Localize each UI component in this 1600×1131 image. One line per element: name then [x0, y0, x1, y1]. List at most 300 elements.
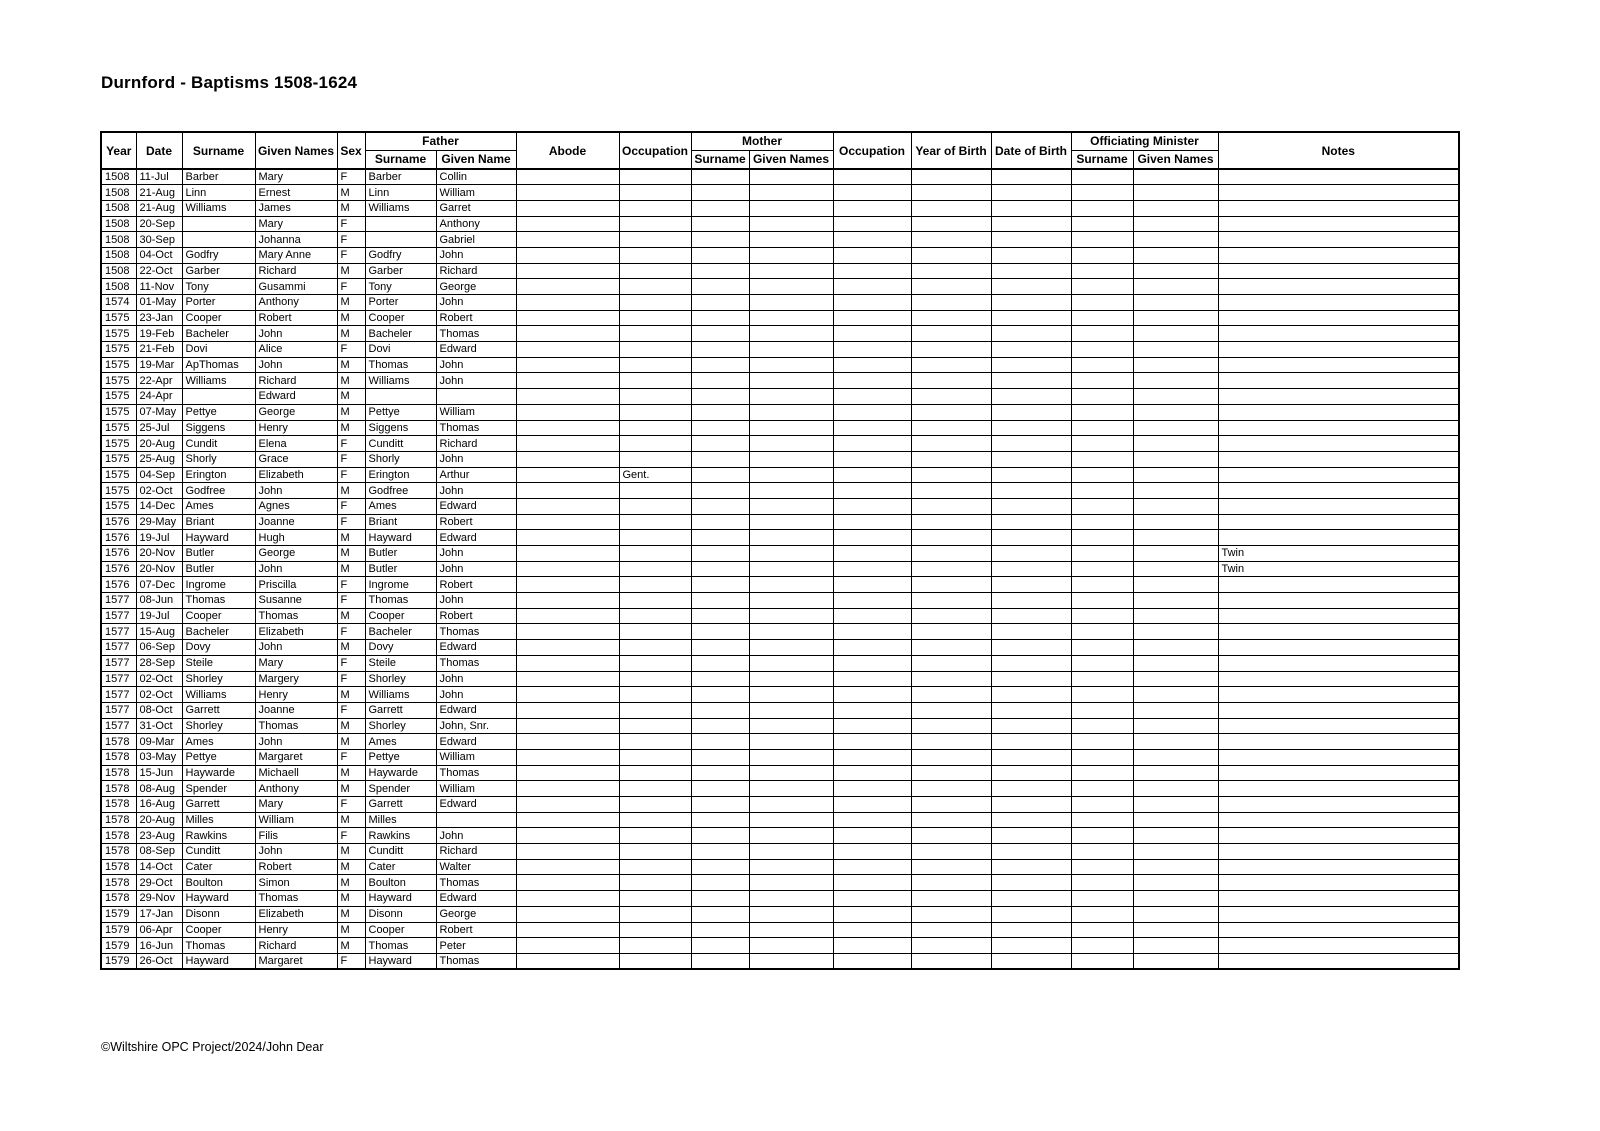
cell-mother_given_names: [749, 577, 833, 593]
cell-abode: [516, 577, 619, 593]
cell-notes: [1218, 357, 1459, 373]
cell-abode: [516, 279, 619, 295]
cell-mother_surname: [691, 828, 749, 844]
cell-occupation: [619, 561, 691, 577]
cell-year: 1578: [101, 844, 136, 860]
cell-mother_given_names: [749, 640, 833, 656]
cell-father_given_name: Edward: [436, 797, 516, 813]
cell-date_of_birth: [991, 216, 1071, 232]
cell-notes: [1218, 263, 1459, 279]
cell-father_given_name: Robert: [436, 514, 516, 530]
cell-minister_surname: [1071, 640, 1133, 656]
cell-father_surname: [365, 389, 436, 405]
cell-minister_given_names: [1133, 655, 1218, 671]
cell-abode: [516, 310, 619, 326]
cell-year: 1578: [101, 812, 136, 828]
cell-given_names: Margery: [255, 671, 337, 687]
cell-abode: [516, 420, 619, 436]
cell-minister_surname: [1071, 232, 1133, 248]
cell-notes: [1218, 812, 1459, 828]
cell-year: 1577: [101, 608, 136, 624]
cell-date: 11-Nov: [136, 279, 182, 295]
cell-mother_occupation: [833, 718, 911, 734]
cell-given_names: John: [255, 844, 337, 860]
cell-mother_surname: [691, 483, 749, 499]
cell-mother_given_names: [749, 561, 833, 577]
cell-mother_given_names: [749, 498, 833, 514]
cell-occupation: [619, 436, 691, 452]
cell-sex: M: [337, 734, 365, 750]
cell-mother_surname: [691, 373, 749, 389]
cell-date_of_birth: [991, 279, 1071, 295]
cell-year: 1578: [101, 734, 136, 750]
cell-date_of_birth: [991, 200, 1071, 216]
cell-abode: [516, 797, 619, 813]
cell-minister_surname: [1071, 749, 1133, 765]
cell-year_of_birth: [911, 875, 991, 891]
cell-year: 1575: [101, 357, 136, 373]
cell-minister_surname: [1071, 169, 1133, 185]
cell-year: 1508: [101, 185, 136, 201]
cell-minister_given_names: [1133, 200, 1218, 216]
cell-occupation: Gent.: [619, 467, 691, 483]
cell-minister_surname: [1071, 530, 1133, 546]
cell-mother_occupation: [833, 279, 911, 295]
cell-notes: [1218, 765, 1459, 781]
cell-given_names: William: [255, 812, 337, 828]
cell-minister_surname: [1071, 561, 1133, 577]
cell-surname: Bacheler: [182, 624, 255, 640]
cell-year: 1577: [101, 687, 136, 703]
cell-minister_given_names: [1133, 875, 1218, 891]
cell-date: 03-May: [136, 749, 182, 765]
col-header-mother-surname: Surname: [691, 150, 749, 169]
cell-date_of_birth: [991, 373, 1071, 389]
cell-surname: Butler: [182, 561, 255, 577]
cell-minister_given_names: [1133, 498, 1218, 514]
cell-occupation: [619, 498, 691, 514]
cell-father_surname: Porter: [365, 295, 436, 311]
cell-minister_surname: [1071, 624, 1133, 640]
cell-given_names: Mary: [255, 169, 337, 185]
cell-year_of_birth: [911, 561, 991, 577]
cell-given_names: Michaell: [255, 765, 337, 781]
cell-mother_given_names: [749, 859, 833, 875]
cell-given_names: Mary: [255, 797, 337, 813]
cell-sex: M: [337, 263, 365, 279]
cell-given_names: Gusammi: [255, 279, 337, 295]
cell-minister_surname: [1071, 953, 1133, 969]
cell-notes: [1218, 420, 1459, 436]
cell-abode: [516, 404, 619, 420]
cell-father_surname: Tony: [365, 279, 436, 295]
cell-abode: [516, 844, 619, 860]
cell-year_of_birth: [911, 608, 991, 624]
cell-minister_surname: [1071, 436, 1133, 452]
cell-year_of_birth: [911, 640, 991, 656]
cell-year: 1575: [101, 310, 136, 326]
cell-date: 01-May: [136, 295, 182, 311]
cell-mother_given_names: [749, 875, 833, 891]
table-row: [101, 640, 1459, 656]
cell-given_names: Edward: [255, 389, 337, 405]
cell-date: 29-Nov: [136, 891, 182, 907]
cell-notes: [1218, 185, 1459, 201]
cell-date: 29-Oct: [136, 875, 182, 891]
table-row: [101, 546, 1459, 562]
cell-date: 02-Oct: [136, 483, 182, 499]
cell-mother_given_names: [749, 185, 833, 201]
cell-given_names: Hugh: [255, 530, 337, 546]
cell-mother_surname: [691, 922, 749, 938]
cell-date: 28-Sep: [136, 655, 182, 671]
cell-given_names: Susanne: [255, 593, 337, 609]
cell-notes: [1218, 232, 1459, 248]
cell-father_surname: [365, 216, 436, 232]
cell-mother_surname: [691, 185, 749, 201]
cell-notes: [1218, 577, 1459, 593]
cell-date_of_birth: [991, 451, 1071, 467]
cell-notes: [1218, 608, 1459, 624]
cell-mother_surname: [691, 734, 749, 750]
cell-given_names: Joanne: [255, 702, 337, 718]
cell-minister_given_names: [1133, 624, 1218, 640]
cell-father_surname: Garber: [365, 263, 436, 279]
table-row: [101, 404, 1459, 420]
cell-father_given_name: Edward: [436, 734, 516, 750]
cell-date_of_birth: [991, 624, 1071, 640]
cell-date: 31-Oct: [136, 718, 182, 734]
table-row: [101, 185, 1459, 201]
cell-minister_surname: [1071, 702, 1133, 718]
cell-mother_surname: [691, 624, 749, 640]
table-row: [101, 232, 1459, 248]
table-row: [101, 451, 1459, 467]
cell-year: 1577: [101, 702, 136, 718]
cell-mother_occupation: [833, 593, 911, 609]
cell-minister_given_names: [1133, 232, 1218, 248]
cell-sex: M: [337, 295, 365, 311]
cell-surname: Pettye: [182, 749, 255, 765]
cell-mother_occupation: [833, 624, 911, 640]
cell-mother_surname: [691, 640, 749, 656]
cell-given_names: John: [255, 640, 337, 656]
cell-date_of_birth: [991, 357, 1071, 373]
cell-sex: F: [337, 342, 365, 358]
table-row: [101, 906, 1459, 922]
cell-surname: Thomas: [182, 938, 255, 954]
cell-mother_occupation: [833, 310, 911, 326]
cell-year_of_birth: [911, 593, 991, 609]
cell-sex: M: [337, 859, 365, 875]
cell-mother_given_names: [749, 844, 833, 860]
cell-mother_surname: [691, 577, 749, 593]
table-row: [101, 922, 1459, 938]
cell-abode: [516, 624, 619, 640]
cell-date_of_birth: [991, 765, 1071, 781]
cell-occupation: [619, 922, 691, 938]
cell-date: 14-Oct: [136, 859, 182, 875]
cell-occupation: [619, 232, 691, 248]
cell-year: 1508: [101, 232, 136, 248]
cell-date: 23-Jan: [136, 310, 182, 326]
cell-mother_given_names: [749, 232, 833, 248]
cell-surname: [182, 389, 255, 405]
cell-date_of_birth: [991, 389, 1071, 405]
cell-surname: [182, 216, 255, 232]
cell-minister_given_names: [1133, 373, 1218, 389]
cell-occupation: [619, 702, 691, 718]
cell-year_of_birth: [911, 765, 991, 781]
cell-minister_given_names: [1133, 389, 1218, 405]
cell-abode: [516, 200, 619, 216]
cell-abode: [516, 263, 619, 279]
cell-year_of_birth: [911, 687, 991, 703]
table-row: [101, 310, 1459, 326]
cell-notes: [1218, 326, 1459, 342]
cell-surname: Haywarde: [182, 765, 255, 781]
cell-date: 20-Sep: [136, 216, 182, 232]
cell-mother_occupation: [833, 781, 911, 797]
cell-year: 1578: [101, 797, 136, 813]
cell-mother_surname: [691, 200, 749, 216]
cell-surname: Cundit: [182, 436, 255, 452]
cell-notes: [1218, 844, 1459, 860]
cell-sex: M: [337, 844, 365, 860]
cell-mother_given_names: [749, 718, 833, 734]
cell-given_names: John: [255, 326, 337, 342]
cell-occupation: [619, 530, 691, 546]
cell-year_of_birth: [911, 546, 991, 562]
cell-minister_surname: [1071, 812, 1133, 828]
cell-mother_occupation: [833, 938, 911, 954]
cell-occupation: [619, 420, 691, 436]
cell-year_of_birth: [911, 200, 991, 216]
cell-minister_given_names: [1133, 859, 1218, 875]
cell-mother_given_names: [749, 593, 833, 609]
cell-notes: [1218, 514, 1459, 530]
col-header-year: Year: [101, 132, 136, 169]
cell-mother_occupation: [833, 640, 911, 656]
cell-year: 1575: [101, 451, 136, 467]
cell-minister_surname: [1071, 844, 1133, 860]
cell-given_names: John: [255, 483, 337, 499]
table-row: [101, 875, 1459, 891]
cell-mother_given_names: [749, 938, 833, 954]
cell-minister_surname: [1071, 906, 1133, 922]
cell-abode: [516, 561, 619, 577]
cell-year: 1578: [101, 781, 136, 797]
cell-date: 21-Feb: [136, 342, 182, 358]
cell-date_of_birth: [991, 718, 1071, 734]
cell-date_of_birth: [991, 812, 1071, 828]
cell-mother_given_names: [749, 812, 833, 828]
cell-minister_surname: [1071, 734, 1133, 750]
cell-year: 1578: [101, 828, 136, 844]
cell-date: 25-Jul: [136, 420, 182, 436]
cell-father_given_name: Edward: [436, 530, 516, 546]
cell-minister_given_names: [1133, 436, 1218, 452]
cell-father_surname: Cooper: [365, 310, 436, 326]
table-row: [101, 420, 1459, 436]
cell-father_given_name: John: [436, 687, 516, 703]
cell-sex: M: [337, 781, 365, 797]
cell-minister_surname: [1071, 875, 1133, 891]
table-row: [101, 436, 1459, 452]
cell-notes: [1218, 279, 1459, 295]
cell-date_of_birth: [991, 310, 1071, 326]
cell-date: 29-May: [136, 514, 182, 530]
cell-abode: [516, 530, 619, 546]
cell-mother_given_names: [749, 216, 833, 232]
cell-surname: Siggens: [182, 420, 255, 436]
cell-occupation: [619, 577, 691, 593]
cell-father_given_name: William: [436, 781, 516, 797]
cell-minister_surname: [1071, 514, 1133, 530]
cell-mother_occupation: [833, 498, 911, 514]
cell-year: 1579: [101, 922, 136, 938]
cell-year_of_birth: [911, 232, 991, 248]
cell-given_names: Johanna: [255, 232, 337, 248]
cell-minister_surname: [1071, 859, 1133, 875]
cell-minister_surname: [1071, 404, 1133, 420]
cell-father_given_name: John: [436, 451, 516, 467]
cell-notes: [1218, 498, 1459, 514]
cell-year_of_birth: [911, 247, 991, 263]
cell-sex: F: [337, 498, 365, 514]
cell-sex: M: [337, 765, 365, 781]
cell-date_of_birth: [991, 404, 1071, 420]
cell-mother_given_names: [749, 420, 833, 436]
cell-father_surname: Williams: [365, 200, 436, 216]
cell-minister_given_names: [1133, 483, 1218, 499]
cell-father_given_name: Thomas: [436, 420, 516, 436]
cell-year_of_birth: [911, 357, 991, 373]
cell-sex: F: [337, 247, 365, 263]
cell-date: 22-Apr: [136, 373, 182, 389]
cell-mother_occupation: [833, 797, 911, 813]
cell-year_of_birth: [911, 295, 991, 311]
cell-abode: [516, 169, 619, 185]
cell-occupation: [619, 216, 691, 232]
cell-occupation: [619, 938, 691, 954]
cell-minister_given_names: [1133, 765, 1218, 781]
cell-minister_given_names: [1133, 404, 1218, 420]
cell-notes: [1218, 640, 1459, 656]
cell-occupation: [619, 875, 691, 891]
cell-father_given_name: Thomas: [436, 765, 516, 781]
cell-mother_given_names: [749, 451, 833, 467]
cell-surname: Garber: [182, 263, 255, 279]
cell-date_of_birth: [991, 326, 1071, 342]
cell-minister_given_names: [1133, 326, 1218, 342]
cell-sex: M: [337, 404, 365, 420]
cell-occupation: [619, 781, 691, 797]
cell-sex: M: [337, 546, 365, 562]
cell-minister_given_names: [1133, 734, 1218, 750]
cell-mother_surname: [691, 326, 749, 342]
cell-abode: [516, 514, 619, 530]
cell-date: 08-Jun: [136, 593, 182, 609]
cell-father_given_name: Edward: [436, 702, 516, 718]
cell-date_of_birth: [991, 797, 1071, 813]
cell-year: 1577: [101, 593, 136, 609]
table-row: [101, 357, 1459, 373]
cell-abode: [516, 859, 619, 875]
cell-date_of_birth: [991, 828, 1071, 844]
cell-notes: [1218, 655, 1459, 671]
cell-year_of_birth: [911, 185, 991, 201]
cell-date: 09-Mar: [136, 734, 182, 750]
table-row: [101, 702, 1459, 718]
cell-given_names: Elizabeth: [255, 624, 337, 640]
cell-abode: [516, 812, 619, 828]
cell-occupation: [619, 295, 691, 311]
cell-father_surname: Barber: [365, 169, 436, 185]
cell-date_of_birth: [991, 593, 1071, 609]
cell-mother_given_names: [749, 734, 833, 750]
col-header-minister-surname: Surname: [1071, 150, 1133, 169]
cell-surname: [182, 232, 255, 248]
cell-mother_given_names: [749, 373, 833, 389]
cell-father_surname: Rawkins: [365, 828, 436, 844]
cell-minister_surname: [1071, 216, 1133, 232]
cell-surname: Cooper: [182, 608, 255, 624]
cell-minister_given_names: [1133, 514, 1218, 530]
cell-notes: [1218, 781, 1459, 797]
cell-father_given_name: Thomas: [436, 875, 516, 891]
cell-mother_surname: [691, 859, 749, 875]
cell-occupation: [619, 891, 691, 907]
table-row: [101, 514, 1459, 530]
cell-sex: F: [337, 577, 365, 593]
cell-occupation: [619, 546, 691, 562]
cell-father_surname: Cooper: [365, 608, 436, 624]
table-row: [101, 749, 1459, 765]
cell-date: 15-Aug: [136, 624, 182, 640]
cell-mother_given_names: [749, 389, 833, 405]
cell-father_surname: Hayward: [365, 891, 436, 907]
cell-date_of_birth: [991, 875, 1071, 891]
cell-mother_occupation: [833, 404, 911, 420]
cell-minister_surname: [1071, 467, 1133, 483]
cell-mother_surname: [691, 451, 749, 467]
cell-sex: F: [337, 169, 365, 185]
col-header-surname: Surname: [182, 132, 255, 169]
cell-given_names: Elena: [255, 436, 337, 452]
cell-year: 1575: [101, 436, 136, 452]
cell-year_of_birth: [911, 436, 991, 452]
cell-year_of_birth: [911, 467, 991, 483]
cell-father_surname: Ames: [365, 734, 436, 750]
cell-abode: [516, 498, 619, 514]
cell-minister_surname: [1071, 891, 1133, 907]
cell-date_of_birth: [991, 734, 1071, 750]
cell-date_of_birth: [991, 859, 1071, 875]
cell-minister_surname: [1071, 247, 1133, 263]
cell-sex: M: [337, 812, 365, 828]
col-group-officiating-minister: Officiating Minister: [1071, 132, 1218, 150]
cell-occupation: [619, 279, 691, 295]
cell-abode: [516, 828, 619, 844]
cell-minister_given_names: [1133, 279, 1218, 295]
col-group-father: Father: [365, 132, 516, 150]
cell-year_of_birth: [911, 326, 991, 342]
cell-sex: F: [337, 467, 365, 483]
cell-occupation: [619, 247, 691, 263]
cell-surname: Godfree: [182, 483, 255, 499]
cell-minister_surname: [1071, 200, 1133, 216]
